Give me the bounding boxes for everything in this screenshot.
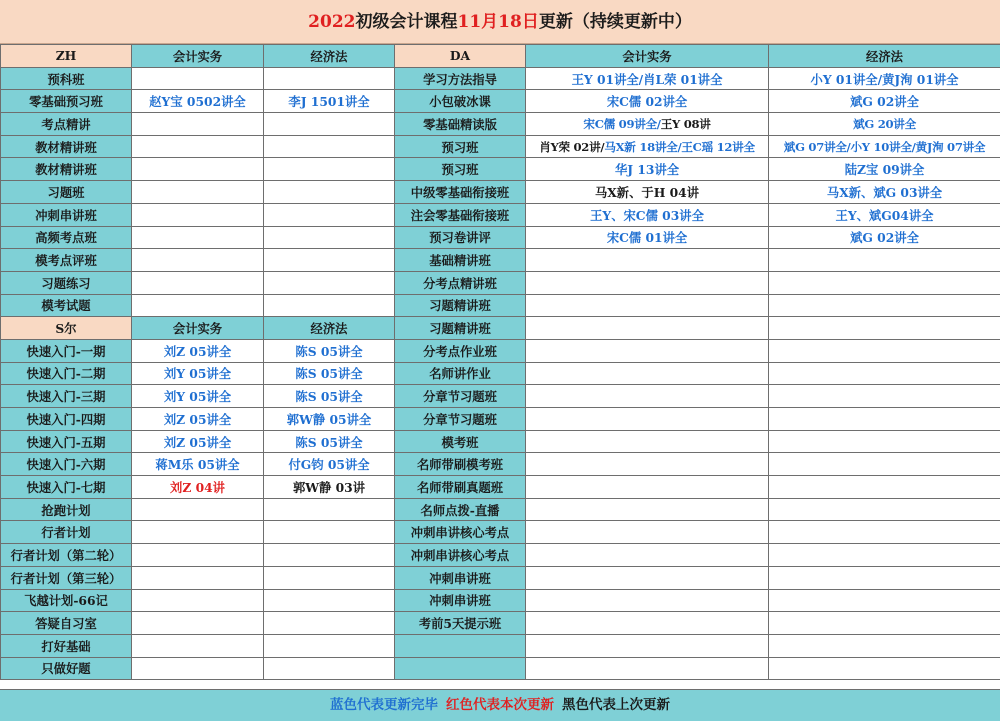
right-row-jingjifa: [769, 317, 1000, 340]
right-row-jingjifa: [769, 476, 1000, 499]
right-row-jingjifa: 斌G 02讲全: [769, 90, 1000, 113]
right-row-jingjifa: 陆Z宝 09讲全: [769, 158, 1000, 181]
table-row: [1, 135, 1000, 158]
col-header-jingjifa: 经济法: [769, 45, 1000, 68]
table-row: [1, 90, 1000, 113]
left-row-label: 快速入门-四期: [1, 408, 132, 431]
left-row-label: 快速入门-七期: [1, 476, 132, 499]
left-row-label: 考点精讲: [1, 113, 132, 136]
left-row-jingjifa: 陈S 05讲全: [264, 430, 395, 453]
table-row: [1, 566, 1000, 589]
left-row-jingjifa: [264, 657, 395, 680]
right-row-label: 冲刺串讲班: [395, 589, 526, 612]
table-row: [1, 476, 1000, 499]
right-row-jingjifa: [769, 521, 1000, 544]
left-row-jingjifa: 付G钧 05讲全: [264, 453, 395, 476]
table-row: [1, 67, 1000, 90]
right-row-jingjifa: [769, 408, 1000, 431]
left-row-jingjifa: 郭W静 03讲: [264, 476, 395, 499]
right-row-label: 习题精讲班: [395, 294, 526, 317]
left-row-kuaiji: 赵Y宝 0502讲全: [132, 90, 264, 113]
right-row-jingjifa: 斌G 07讲全/小Y 10讲全/黄J洵 07讲全: [769, 135, 1000, 158]
kuaiji-part-a: 肖Y荣 02讲/: [539, 139, 605, 154]
right-row-label: 名师点拨-直播: [395, 498, 526, 521]
table-row: [1, 612, 1000, 635]
table-row: [1, 158, 1000, 181]
left-row-kuaiji: 刘Z 05讲全: [132, 339, 264, 362]
right-row-kuaiji: [526, 453, 769, 476]
left-row-label: 预科班: [1, 67, 132, 90]
right-row-kuaiji: [526, 476, 769, 499]
right-row-kuaiji: [526, 271, 769, 294]
title-part1: 初级会计课程: [355, 12, 458, 32]
right-row-kuaiji: [526, 135, 769, 158]
right-row-kuaiji: [526, 612, 769, 635]
table-row: [1, 634, 1000, 657]
table-row: [1, 181, 1000, 204]
left-row-kuaiji: 刘Z 05讲全: [132, 430, 264, 453]
right-row-label: 小包破冰课: [395, 90, 526, 113]
right-row-kuaiji: [526, 249, 769, 272]
table-row: [1, 430, 1000, 453]
col-header-kuaiji: 会计实务: [132, 45, 264, 68]
left-row-label: 快速入门-一期: [1, 339, 132, 362]
left-row-label: 飞越计划-66记: [1, 589, 132, 612]
left-row-jingjifa: [264, 203, 395, 226]
left-row-label: 打好基础: [1, 634, 132, 657]
left-row-jingjifa: [264, 498, 395, 521]
course-table: [0, 44, 1000, 680]
left-row-kuaiji: [132, 612, 264, 635]
left-row-kuaiji: [132, 226, 264, 249]
right-row-jingjifa: [769, 430, 1000, 453]
right-row-jingjifa: 王Y、斌G04讲全: [769, 203, 1000, 226]
right-row-kuaiji: 宋C儒 02讲全: [526, 90, 769, 113]
kuaiji-part-a: 宋C儒 09讲全/: [583, 116, 661, 131]
right-row-kuaiji: [526, 430, 769, 453]
left-row-kuaiji: [132, 158, 264, 181]
left-row-label: 行者计划（第二轮）: [1, 544, 132, 567]
group-header-zh: ZH: [1, 45, 132, 68]
table-header-row: [1, 45, 1000, 68]
table-row: [1, 657, 1000, 680]
left-row-label: 教材精讲班: [1, 135, 132, 158]
table-row: [1, 521, 1000, 544]
left-row-kuaiji: [132, 498, 264, 521]
right-row-label: 冲刺串讲核心考点: [395, 544, 526, 567]
table-row: [1, 453, 1000, 476]
right-row-jingjifa: [769, 339, 1000, 362]
left-row-label: 模考试题: [1, 294, 132, 317]
left-row-jingjifa: [264, 158, 395, 181]
table-row: [1, 362, 1000, 385]
left-row-kuaiji: [132, 249, 264, 272]
right-row-kuaiji: [526, 589, 769, 612]
col-header-jingjifa: 经济法: [264, 45, 395, 68]
left-row-kuaiji: [132, 271, 264, 294]
left-row-jingjifa: [264, 135, 395, 158]
right-row-jingjifa: 斌G 20讲全: [769, 113, 1000, 136]
right-row-label: 分考点精讲班: [395, 271, 526, 294]
left-row-jingjifa: 陈S 05讲全: [264, 362, 395, 385]
left-row-jingjifa: [264, 612, 395, 635]
right-row-jingjifa: [769, 249, 1000, 272]
left-row-label: 高频考点班: [1, 226, 132, 249]
left-row-kuaiji: [132, 294, 264, 317]
table-row: [1, 113, 1000, 136]
kuaiji-part-b: 王Y 08讲: [660, 116, 711, 131]
left-row-jingjifa: [264, 589, 395, 612]
left-row-jingjifa: [264, 544, 395, 567]
left-row-kuaiji: 刘Y 05讲全: [132, 362, 264, 385]
right-row-label: 预习班: [395, 135, 526, 158]
title-part2: 更新（持续更新中）: [538, 12, 692, 32]
right-row-kuaiji: 华J 13讲全: [526, 158, 769, 181]
table-row: [1, 498, 1000, 521]
right-row-label: 名师带刷模考班: [395, 453, 526, 476]
left-row-label: 零基础预习班: [1, 90, 132, 113]
right-row-kuaiji: [526, 113, 769, 136]
left-row-kuaiji: [132, 566, 264, 589]
left-row-label: 教材精讲班: [1, 158, 132, 181]
right-row-label: 模考班: [395, 430, 526, 453]
kuaiji-part-b: 马X新 18讲全/王C瑶 12讲全: [604, 139, 755, 154]
right-row-label: 注会零基础衔接班: [395, 203, 526, 226]
right-row-jingjifa: [769, 294, 1000, 317]
right-row-jingjifa: 马X新、斌G 03讲全: [769, 181, 1000, 204]
right-row-jingjifa: 斌G 02讲全: [769, 226, 1000, 249]
left-row-label: 答疑自习室: [1, 612, 132, 635]
left-row-jingjifa: 李J 1501讲全: [264, 90, 395, 113]
table-row: [1, 249, 1000, 272]
right-row-kuaiji: [526, 385, 769, 408]
left-row-kuaiji: [132, 589, 264, 612]
right-row-kuaiji: [526, 339, 769, 362]
right-row-kuaiji: [526, 544, 769, 567]
right-row-label: 零基础精读版: [395, 113, 526, 136]
left-row-label: 只做好题: [1, 657, 132, 680]
left-row-label: 快速入门-二期: [1, 362, 132, 385]
right-row-label: 冲刺串讲核心考点: [395, 521, 526, 544]
left-row-label: 模考点评班: [1, 249, 132, 272]
left-row-jingjifa: [264, 271, 395, 294]
left-row-label: 行者计划: [1, 521, 132, 544]
left-row-label: 快速入门-三期: [1, 385, 132, 408]
table-row: [1, 271, 1000, 294]
right-row-kuaiji: [526, 498, 769, 521]
right-row-label: 中级零基础衔接班: [395, 181, 526, 204]
left-row-kuaiji: [132, 113, 264, 136]
left-row-jingjifa: 陈S 05讲全: [264, 385, 395, 408]
right-row-jingjifa: [769, 612, 1000, 635]
table-row: [1, 294, 1000, 317]
left-row-jingjifa: [264, 249, 395, 272]
right-row-jingjifa: [769, 498, 1000, 521]
right-row-label: 冲刺串讲班: [395, 566, 526, 589]
right-row-kuaiji: [526, 634, 769, 657]
group-header-da: DA: [395, 45, 526, 68]
left-row-label: 抢跑计划: [1, 498, 132, 521]
left-row-label: 快速入门-五期: [1, 430, 132, 453]
right-row-kuaiji: 王Y、宋C儒 03讲全: [526, 203, 769, 226]
right-row-jingjifa: 小Y 01讲全/黄J洵 01讲全: [769, 67, 1000, 90]
left-row-kuaiji: [132, 544, 264, 567]
left-row-kuaiji: [132, 521, 264, 544]
right-row-kuaiji: [526, 317, 769, 340]
left-row-label: 冲刺串讲班: [1, 203, 132, 226]
left-row-jingjifa: [264, 521, 395, 544]
left-row-jingjifa: 陈S 05讲全: [264, 339, 395, 362]
right-row-jingjifa: [769, 385, 1000, 408]
right-row-jingjifa: [769, 362, 1000, 385]
left-row-kuaiji: [132, 634, 264, 657]
left-row-jingjifa: [264, 181, 395, 204]
right-row-label: 名师带刷真题班: [395, 476, 526, 499]
legend-red: 红色代表本次更新: [446, 697, 554, 713]
right-row-label: 分章节习题班: [395, 408, 526, 431]
left-row-kuaiji: [132, 203, 264, 226]
table-row: [1, 203, 1000, 226]
right-row-kuaiji: [526, 566, 769, 589]
left-row-kuaiji: 刘Y 05讲全: [132, 385, 264, 408]
right-row-kuaiji: [526, 657, 769, 680]
right-row-label: 考前5天提示班: [395, 612, 526, 635]
col-header-kuaiji: 会计实务: [526, 45, 769, 68]
right-row-label: [395, 634, 526, 657]
left-row-kuaiji: 蒋M乐 05讲全: [132, 453, 264, 476]
right-row-kuaiji: 宋C儒 01讲全: [526, 226, 769, 249]
right-row-label: 学习方法指导: [395, 67, 526, 90]
title-date: 11月18日: [457, 12, 539, 32]
right-row-jingjifa: [769, 566, 1000, 589]
left-row-kuaiji: [132, 135, 264, 158]
page-title: [0, 0, 1000, 44]
legend-footer: [0, 689, 1000, 721]
right-row-kuaiji: [526, 362, 769, 385]
right-row-kuaiji: 马X新、于H 04讲: [526, 181, 769, 204]
col-header-kuaiji: 会计实务: [132, 317, 264, 340]
left-row-label: 习题练习: [1, 271, 132, 294]
right-row-jingjifa: [769, 271, 1000, 294]
right-row-jingjifa: [769, 634, 1000, 657]
title-year: 2022: [308, 12, 356, 32]
left-row-kuaiji: [132, 181, 264, 204]
table-row: [1, 226, 1000, 249]
right-row-jingjifa: [769, 453, 1000, 476]
left-row-label: 习题班: [1, 181, 132, 204]
col-header-jingjifa: 经济法: [264, 317, 395, 340]
right-row-kuaiji: [526, 408, 769, 431]
left-row-jingjifa: [264, 294, 395, 317]
left-row-kuaiji: [132, 67, 264, 90]
legend-blue: 蓝色代表更新完毕: [330, 697, 438, 713]
right-row-kuaiji: [526, 294, 769, 317]
right-row-jingjifa: [769, 544, 1000, 567]
left-row-kuaiji: 刘Z 04讲: [132, 476, 264, 499]
legend-black: 黑色代表上次更新: [562, 697, 670, 713]
right-row-label: 基础精讲班: [395, 249, 526, 272]
table-row: [1, 339, 1000, 362]
left-row-label: 快速入门-六期: [1, 453, 132, 476]
right-row-kuaiji: [526, 521, 769, 544]
left-row-jingjifa: [264, 67, 395, 90]
right-row-label: 分章节习题班: [395, 385, 526, 408]
right-row-label: [395, 657, 526, 680]
left-row-kuaiji: [132, 657, 264, 680]
table-row: [1, 408, 1000, 431]
right-row-label: 预习班: [395, 158, 526, 181]
right-row-label: 习题精讲班: [395, 317, 526, 340]
right-row-label: 预习卷讲评: [395, 226, 526, 249]
left-row-label: 行者计划（第三轮）: [1, 566, 132, 589]
right-row-jingjifa: [769, 657, 1000, 680]
table-row: [1, 544, 1000, 567]
group-header-s: S尔: [1, 317, 132, 340]
right-row-kuaiji: 王Y 01讲全/肖L荣 01讲全: [526, 67, 769, 90]
left-row-jingjifa: [264, 566, 395, 589]
right-row-jingjifa: [769, 589, 1000, 612]
left-row-jingjifa: 郭W静 05讲全: [264, 408, 395, 431]
left-row-jingjifa: [264, 113, 395, 136]
table-row: [1, 317, 1000, 340]
table-row: [1, 589, 1000, 612]
left-row-kuaiji: 刘Z 05讲全: [132, 408, 264, 431]
left-row-jingjifa: [264, 226, 395, 249]
right-row-label: 分考点作业班: [395, 339, 526, 362]
left-row-jingjifa: [264, 634, 395, 657]
right-row-label: 名师讲作业: [395, 362, 526, 385]
table-row: [1, 385, 1000, 408]
